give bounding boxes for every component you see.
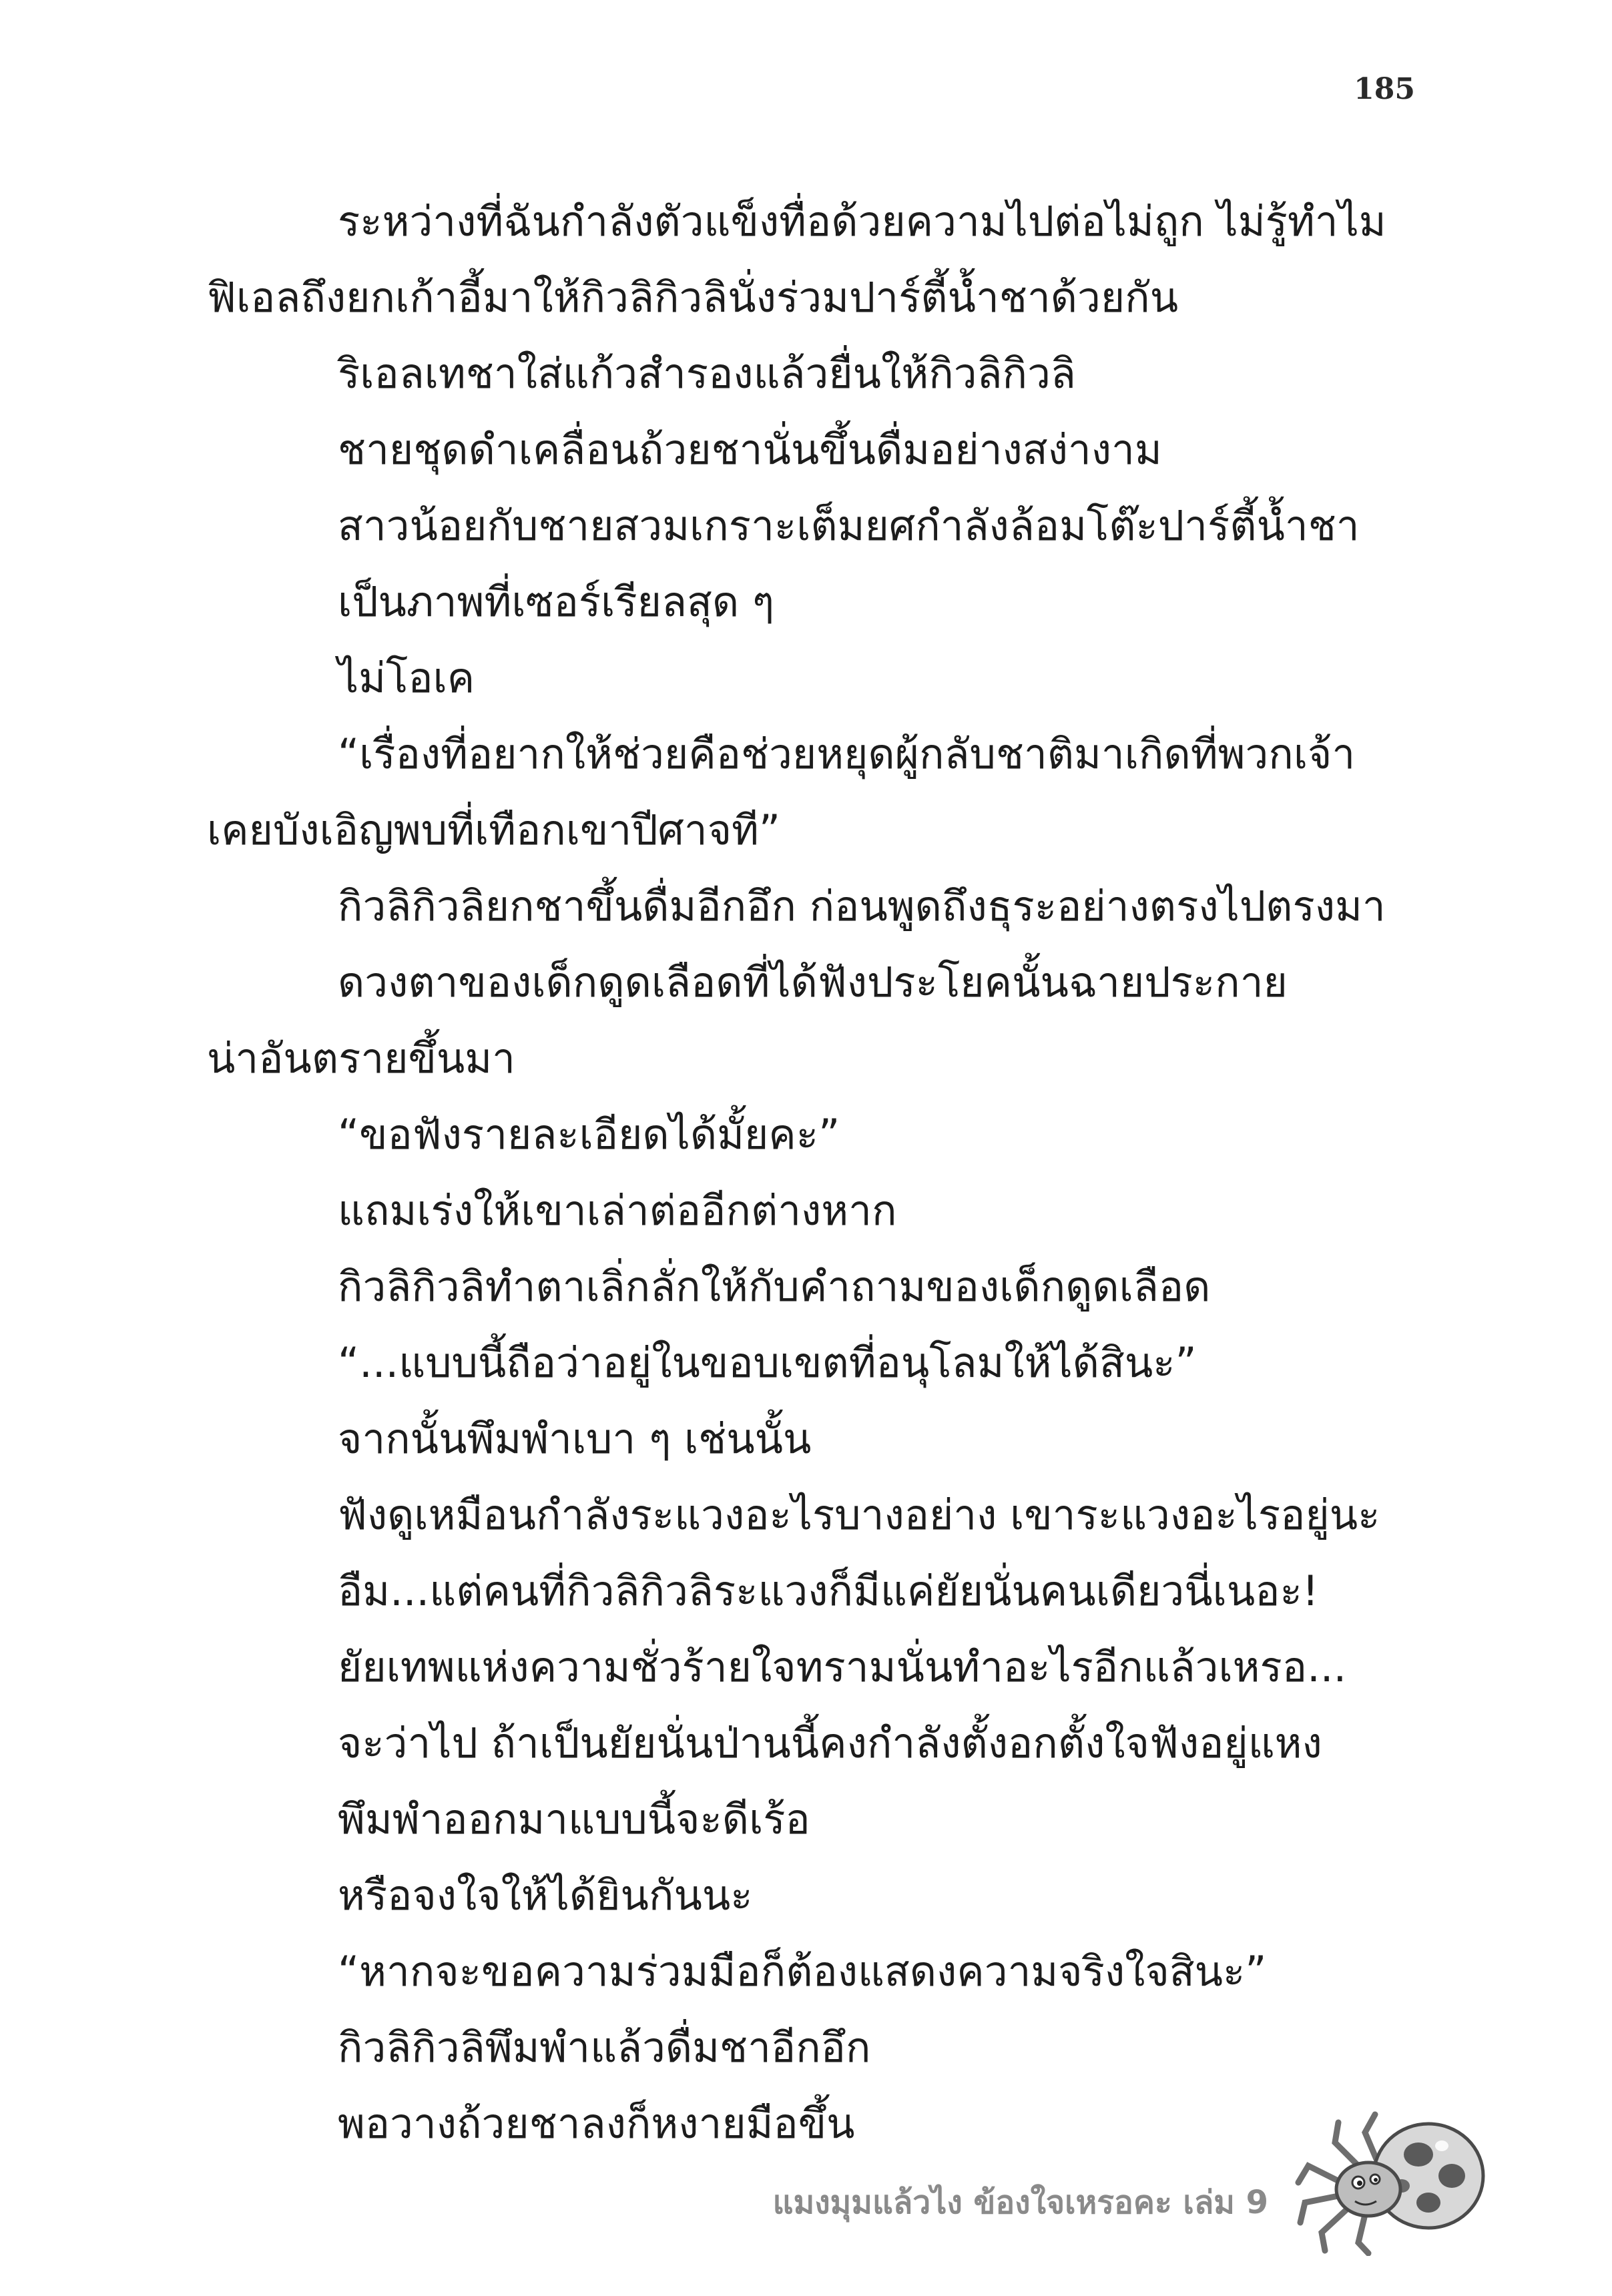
text-line: กิวลิกิวลิทำตาเลิ่กลั่กให้กับคำถามของเด็กดูดเลือด (338, 1262, 1211, 1311)
text-line: “...แบบนี้ถือว่าอยู่ในขอบเขตที่อนุโลมให้ได้สินะ” (338, 1338, 1197, 1387)
text-line: “ขอฟังรายละเอียดได้มั้ยคะ” (338, 1110, 840, 1159)
text-line: กิวลิกิวลิพึมพำแล้วดื่มชาอีกอึก (338, 2023, 871, 2072)
text-line: ดวงตาของเด็กดูดเลือดที่ได้ฟังประโยคนั้นฉายประกาย (338, 958, 1288, 1007)
text-line: แถมเร่งให้เขาเล่าต่ออีกต่างหาก (338, 1186, 897, 1235)
text-line: น่าอันตรายขึ้นมา (207, 1034, 515, 1083)
text-line: พึมพำออกมาแบบนี้จะดีเร้อ (338, 1795, 810, 1843)
text-line: ยัยเทพแห่งความชั่วร้ายใจทรามนั่นทำอะไรอีกแล้วเหรอ... (338, 1643, 1347, 1691)
page-number: 185 (1354, 72, 1415, 106)
text-line: “เรื่องที่อยากให้ช่วยคือช่วยหยุดผู้กลับชาติมาเกิดที่พวกเจ้า (338, 730, 1356, 778)
footer-book-title: แมงมุมแล้วไง ข้องใจเหรอคะ เล่ม 9 (772, 2184, 1268, 2221)
text-line: พอวางถ้วยชาลงก็หงายมือขึ้น (338, 2099, 855, 2148)
text-line: อืม...แต่คนที่กิวลิกิวลิระแวงก็มีแค่ยัยนั่นคนเดียวนี่เนอะ! (338, 1566, 1319, 1615)
text-line: เป็นภาพที่เซอร์เรียลสุด ๆ (338, 577, 775, 626)
text-line: จะว่าไป ถ้าเป็นยัยนั่นป่านนี้คงกำลังตั้งอกตั้งใจฟังอยู่แหง (338, 1719, 1322, 1767)
text-line: จากนั้นพึมพำเบา ๆ เช่นนั้น (338, 1414, 812, 1463)
text-line: สาวน้อยกับชายสวมเกราะเต็มยศกำลังล้อมโต๊ะปาร์ตี้น้ำชา (338, 501, 1360, 550)
text-line: หรือจงใจให้ได้ยินกันนะ (338, 1871, 753, 1920)
text-line: ริเอลเทชาใส่แก้วสำรองแล้วยื่นให้กิวลิกิวลิ (338, 349, 1076, 398)
text-line: เคยบังเอิญพบที่เทือกเขาปีศาจที” (207, 806, 781, 854)
text-line: “หากจะขอความร่วมมือก็ต้องแสดงความจริงใจสินะ” (338, 1947, 1267, 1996)
text-line: กิวลิกิวลิยกชาขึ้นดื่มอีกอึก ก่อนพูดถึงธุระอย่างตรงไปตรงมา (338, 882, 1386, 930)
text-line: ชายชุดดำเคลื่อนถ้วยชานั่นขึ้นดื่มอย่างสง่างาม (338, 425, 1162, 474)
text-line: ไม่โอเค (338, 653, 475, 702)
text-line: ฟังดูเหมือนกำลังระแวงอะไรบางอย่าง เขาระแวงอะไรอยู่นะ (338, 1490, 1380, 1539)
text-line: ฟิเอลถึงยกเก้าอี้มาให้กิวลิกิวลินั่งร่วมปาร์ตี้น้ำชาด้วยกัน (207, 273, 1179, 322)
text-line: ระหว่างที่ฉันกำลังตัวแข็งทื่อด้วยความไปต่อไม่ถูก ไม่รู้ทำไม (338, 197, 1386, 246)
spider-mascot-icon (1295, 2102, 1489, 2256)
